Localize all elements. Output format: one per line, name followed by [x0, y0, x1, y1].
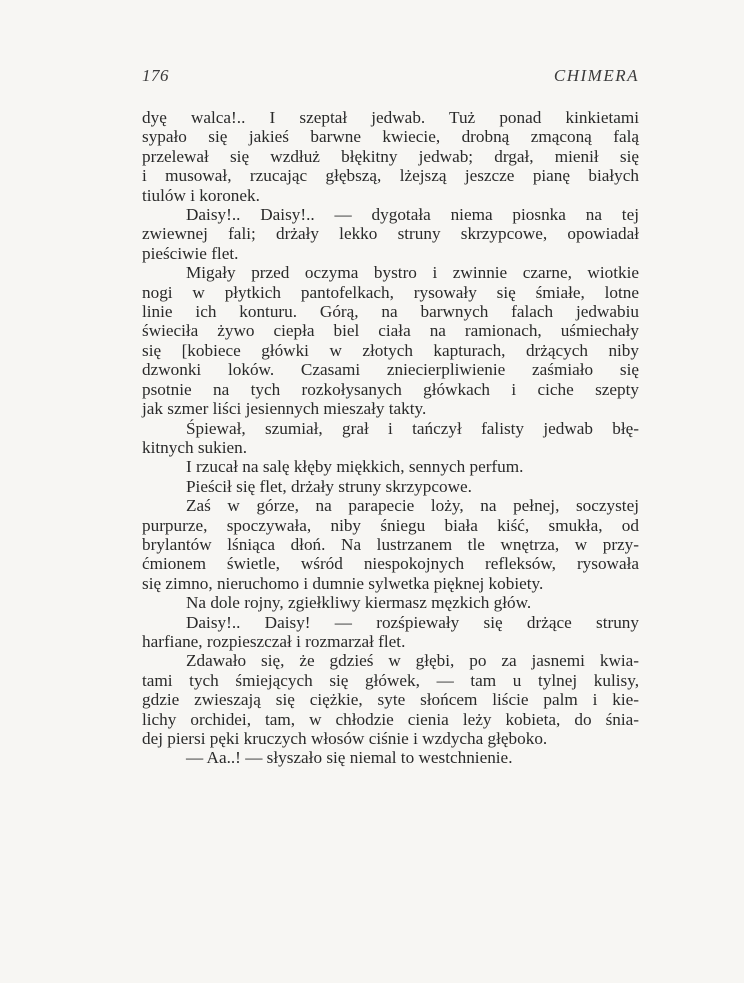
paragraph	[142, 457, 639, 476]
text-line: brylantów lśniąca dłoń. Na lustrzanem tle wnętrza, w przy-	[142, 534, 639, 554]
page-number: 176	[142, 66, 169, 85]
text-line: dzwonki loków. Czasami zniecierpliwienie zaśmiało się	[142, 360, 639, 380]
paragraph	[142, 477, 639, 496]
paragraph	[142, 748, 639, 767]
text-line: i musował, rzucając głębszą, lżejszą jeszcze pianę białych	[142, 166, 639, 186]
page-header	[142, 66, 639, 90]
text-line: Śpiewał, szumiał, grał i tańczył falisty jedwab błę-	[186, 418, 639, 438]
paragraph	[142, 613, 639, 652]
text-line: się [kobiece główki w złotych kapturach, drżących niby	[142, 340, 639, 360]
text-line: Daisy!.. Daisy!.. — dygotała niema piosnka na tej	[186, 205, 639, 225]
text-line: świeciła żywo ciepła biel ciała na ramionach, uśmiechały	[142, 321, 639, 341]
text-line: linie ich konturu. Górą, na barwnych falach jedwabiu	[142, 302, 639, 322]
text-line: Na dole rojny, zgiełkliwy kiermasz męzkich głów.	[186, 593, 532, 613]
text-line: zwiewnej fali; drżały lekko struny skrzypcowe, opowiadał	[142, 224, 639, 244]
text-line: ćmionem świetle, wśród niespokojnych refleksów, rysowała	[142, 554, 639, 574]
text-line: tiulów i koronek.	[142, 185, 260, 205]
text-line: lichy orchidei, tam, w chłodzie cienia leży kobieta, do śnia-	[142, 709, 639, 729]
paragraph	[142, 108, 639, 205]
paragraph	[142, 419, 639, 458]
body-text	[142, 108, 639, 768]
text-line: purpurze, spoczywała, niby śniegu biała kiść, smukła, od	[142, 515, 639, 535]
text-line: I rzucał na salę kłęby miękkich, sennych perfum.	[186, 457, 524, 477]
text-line: dej piersi pęki kruczych włosów ciśnie i wzdycha głęboko.	[142, 729, 548, 748]
paragraph	[142, 593, 639, 612]
text-line: Zdawało się, że gdzieś w głębi, po za jasnemi kwia-	[186, 651, 639, 671]
paragraph	[142, 496, 639, 593]
text-line: się zimno, nieruchomo i dumnie sylwetka pięknej kobiety.	[142, 573, 544, 593]
text-line: kitnych sukien.	[142, 437, 248, 457]
text-line: — Aa..! — słyszało się niemal to westchnienie.	[186, 748, 513, 768]
text-line: jak szmer liści jesiennych mieszały takty.	[142, 399, 427, 419]
running-title: CHIMERA	[553, 66, 639, 85]
text-line: Migały przed oczyma bystro i zwinnie czarne, wiotkie	[186, 263, 639, 283]
paragraph	[142, 263, 639, 418]
text-line: Pieścił się flet, drżały struny skrzypcowe.	[186, 476, 472, 496]
paragraph	[142, 651, 639, 748]
text-line: Daisy!.. Daisy! — rozśpiewały się drżące struny	[186, 612, 639, 632]
text-line: sypało się jakieś barwne kwiecie, drobną zmąconą falą	[142, 127, 639, 147]
text-line: psotnie na tych rozkołysanych główkach i ciche szepty	[142, 379, 639, 399]
text-line: pieściwie flet.	[142, 243, 239, 263]
text-line: dyę walca!.. I szeptał jedwab. Tuż ponad kinkietami	[142, 108, 639, 127]
paragraph	[142, 205, 639, 263]
text-line: tami tych śmiejących się główek, — tam u tylnej kulisy,	[142, 670, 639, 690]
text-line: nogi w płytkich pantofelkach, rysowały się śmiałe, lotne	[142, 282, 639, 302]
text-line: Zaś w górze, na parapecie loży, na pełnej, soczystej	[186, 496, 639, 516]
text-line: gdzie zwieszają się ciężkie, syte słońcem liście palm i kie-	[142, 690, 639, 710]
text-line: harfiane, rozpieszczał i rozmarzał flet.	[142, 631, 406, 651]
text-line: przelewał się wzdłuż błękitny jedwab; drgał, mienił się	[142, 146, 639, 166]
